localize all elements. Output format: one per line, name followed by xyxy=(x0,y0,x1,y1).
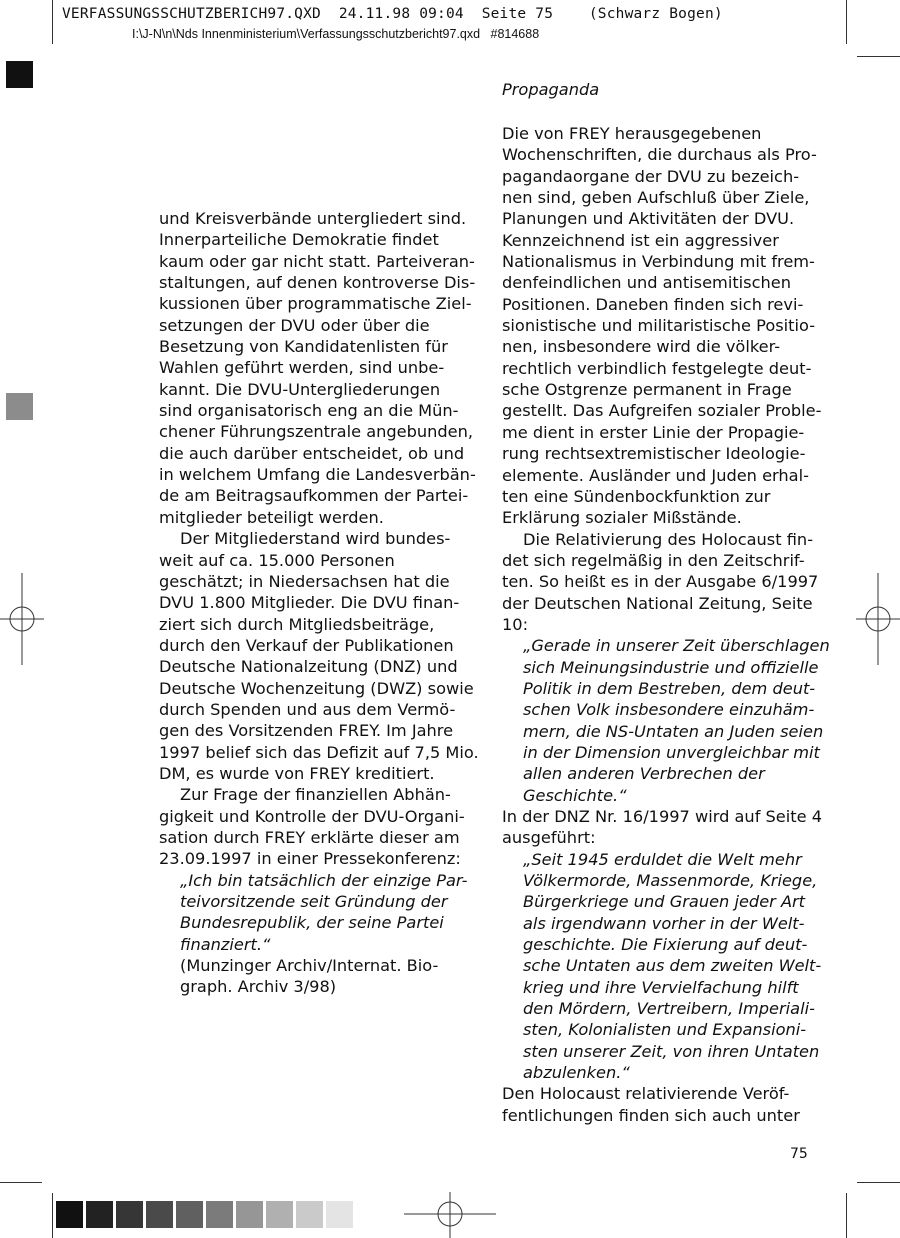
text-line: de am Beitragsaufkommen der Partei- xyxy=(159,486,469,506)
quote-line: sten unserer Zeit, von ihren Untaten xyxy=(523,1041,820,1061)
registration-mark-left xyxy=(0,573,44,665)
paragraph-party-structure xyxy=(159,208,476,528)
quote-line: „Ich bin tatsächlich der einzige Par- xyxy=(180,870,468,890)
text-line: Erklärung sozialer Mißstände. xyxy=(502,508,742,528)
quote-dnz-6-1997 xyxy=(502,635,830,806)
text-line: kannt. Die DVU-Untergliederungen xyxy=(159,379,441,399)
text-line: rechtlich verbindlich festgelegte deut- xyxy=(502,358,812,378)
text-line: Die von FREY herausgegebenen xyxy=(502,124,762,143)
text-line: und Kreisverbände untergliedert sind. xyxy=(159,209,467,228)
crop-mark-bottom-right-vertical xyxy=(846,1193,847,1238)
citation-source xyxy=(159,955,469,998)
text-line: denfeindlichen und antisemitischen xyxy=(502,273,791,293)
quote-line: den Mördern, Vertreibern, Imperiali- xyxy=(523,999,815,1019)
text-line: der Deutschen National Zeitung, Seite xyxy=(502,593,813,613)
text-line: ziert sich durch Mitgliedsbeiträge, xyxy=(159,614,435,634)
gray-patch xyxy=(296,1201,323,1228)
text-line: in welchem Umfang die Landesverbän- xyxy=(159,465,476,485)
text-line: ten eine Sündenbockfunktion zur xyxy=(502,486,771,506)
paragraph-membership xyxy=(159,528,479,784)
gray-patch xyxy=(266,1201,293,1228)
text-line: 23.09.1997 in einer Pressekonferenz: xyxy=(159,849,461,869)
quote-line: schen Volk insbesondere einzuhäm- xyxy=(523,700,815,720)
quote-line: Völkermorde, Massenmorde, Kriege, xyxy=(523,871,818,891)
text-line: geschätzt; in Niedersachsen hat die xyxy=(159,571,450,591)
text-line: Den Holocaust relativierende Veröf- xyxy=(502,1084,790,1104)
quote-frey xyxy=(159,870,469,955)
text-line: 1997 belief sich das Defizit auf 7,5 Mio. xyxy=(159,742,479,762)
text-line: det sich regelmäßig in den Zeitschrif- xyxy=(502,550,805,570)
text-line: gestellt. Das Aufgreifen sozialer Proble- xyxy=(502,401,822,421)
text-line: kaum oder gar nicht statt. Parteiveran- xyxy=(159,251,475,271)
text-line: Deutsche Nationalzeitung (DNZ) und xyxy=(159,657,458,677)
crop-mark-bottom-left-horizontal xyxy=(0,1182,42,1183)
text-line: pagandaorgane der DVU zu bezeich- xyxy=(502,166,800,186)
text-line: rung rechtsextremistischer Ideologie- xyxy=(502,444,806,464)
left-text-column xyxy=(159,208,479,998)
text-line: elemente. Ausländer und Juden erhal- xyxy=(502,465,809,485)
text-line: Planungen und Aktivitäten der DVU. xyxy=(502,209,795,229)
text-line: Nationalismus in Verbindung mit frem- xyxy=(502,252,815,272)
text-line: mitglieder beteiligt werden. xyxy=(159,507,384,527)
paragraph-continuation xyxy=(502,1083,822,1126)
quote-line: mern, die NS-Untaten an Juden seien xyxy=(523,721,824,741)
paragraph-dnz-16 xyxy=(502,806,822,849)
registration-mark-bottom xyxy=(404,1192,496,1238)
quote-line: in der Dimension unvergleichbar mit xyxy=(523,742,820,762)
text-line: nen, insbesondere wird die völker- xyxy=(502,337,781,357)
text-line: setzungen der DVU oder über die xyxy=(159,315,430,335)
text-line: Innerparteiliche Demokratie findet xyxy=(159,230,439,250)
text-line: kussionen über programmatische Ziel- xyxy=(159,294,472,314)
section-heading: Propaganda xyxy=(502,80,600,99)
text-line: DM, es wurde von FREY kreditiert. xyxy=(159,763,435,783)
quote-line: finanziert.“ xyxy=(180,934,271,954)
text-line: me dient in erster Linie der Propagie- xyxy=(502,422,805,442)
quote-line: krieg und ihre Vervielfachung hilft xyxy=(523,977,799,997)
gray-patch xyxy=(116,1201,143,1228)
black-marker-square xyxy=(6,61,33,88)
quote-line: sten, Kolonialisten und Expansioni- xyxy=(523,1020,807,1040)
text-line: weit auf ca. 15.000 Personen xyxy=(159,550,395,570)
crop-mark-bottom-right-horizontal xyxy=(857,1182,900,1183)
quote-line: Politik in dem Bestreben, dem deut- xyxy=(523,678,816,698)
crop-mark-top-right-vertical xyxy=(846,0,847,44)
quote-line: teivorsitzende seit Gründung der xyxy=(180,892,448,911)
quote-line: Geschichte.“ xyxy=(523,785,627,805)
text-line: Zur Frage der finanziellen Abhän- xyxy=(180,785,451,805)
text-line: Positionen. Daneben finden sich revi- xyxy=(502,294,804,314)
text-line: Die Relativierung des Holocaust fin- xyxy=(523,529,814,549)
text-line: gen des Vorsitzenden FREY. Im Jahre xyxy=(159,721,454,741)
gray-patch xyxy=(206,1201,233,1228)
text-line: Kennzeichnend ist ein aggressiver xyxy=(502,230,779,250)
gray-patch xyxy=(56,1201,83,1228)
quote-line: „Gerade in unserer Zeit überschlagen xyxy=(523,636,830,656)
crop-mark-top-left-vertical xyxy=(52,0,53,44)
grayscale-calibration-strip xyxy=(56,1201,356,1228)
quote-line: sche Untaten aus dem zweiten Welt- xyxy=(523,956,822,976)
quote-line: „Seit 1945 erduldet die Welt mehr xyxy=(523,849,802,869)
quote-line: geschichte. Die Fixierung auf deut- xyxy=(523,935,808,955)
text-line: chener Führungszentrale angebunden, xyxy=(159,422,474,442)
text-line: sche Ostgrenze permanent in Frage xyxy=(502,380,792,400)
quote-line: sich Meinungsindustrie und offizielle xyxy=(523,657,819,677)
text-line: 10: xyxy=(502,614,529,634)
right-text-column xyxy=(502,123,830,1126)
text-line: fentlichungen finden sich auch unter xyxy=(502,1105,800,1125)
paragraph-financing xyxy=(159,784,469,869)
text-line: sind organisatorisch eng an die Mün- xyxy=(159,401,459,421)
text-line: Besetzung von Kandidatenlisten für xyxy=(159,337,448,357)
text-line: sionistische und militaristische Positio- xyxy=(502,316,816,336)
text-line: durch den Verkauf der Publikationen xyxy=(159,635,454,655)
print-slug-line-2: I:\J-N\n\Nds Innenministerium\Verfassungsschutzbericht97.qxd #814688 xyxy=(132,27,540,41)
gray-patch xyxy=(146,1201,173,1228)
text-line: staltungen, auf denen kontroverse Dis- xyxy=(159,273,476,293)
text-line: ten. So heißt es in der Ausgabe 6/1997 xyxy=(502,572,819,592)
text-line: durch Spenden und aus dem Vermö- xyxy=(159,699,456,719)
quote-line: abzulenken.“ xyxy=(523,1063,630,1083)
text-line: nen sind, geben Aufschluß über Ziele, xyxy=(502,188,810,208)
gray-patch xyxy=(86,1201,113,1228)
gray-patch xyxy=(176,1201,203,1228)
text-line: gigkeit und Kontrolle der DVU-Organi- xyxy=(159,806,465,826)
gray-patch xyxy=(236,1201,263,1228)
quote-line: Bürgerkriege und Grauen jeder Art xyxy=(523,892,806,912)
text-line: (Munzinger Archiv/Internat. Bio- xyxy=(180,956,439,976)
text-line: graph. Archiv 3/98) xyxy=(180,977,337,997)
text-line: sation durch FREY erklärte dieser am xyxy=(159,827,460,847)
crop-mark-top-right-horizontal xyxy=(857,56,900,57)
text-line: ausgeführt: xyxy=(502,828,596,848)
text-line: Wochenschriften, die durchaus als Pro- xyxy=(502,145,817,165)
quote-line: als irgendwann vorher in der Welt- xyxy=(523,913,805,933)
text-line: DVU 1.800 Mitglieder. Die DVU finan- xyxy=(159,593,460,613)
gray-patch xyxy=(326,1201,353,1228)
quote-line: Bundesrepublik, der seine Partei xyxy=(180,913,444,933)
quote-dnz-16-1997 xyxy=(502,849,822,1084)
paragraph-propaganda xyxy=(502,123,822,529)
text-line: Der Mitgliederstand wird bundes- xyxy=(180,529,451,549)
gray-marker-square xyxy=(6,393,33,420)
page-number: 75 xyxy=(790,1146,808,1162)
registration-mark-right xyxy=(856,573,900,665)
text-line: Deutsche Wochenzeitung (DWZ) sowie xyxy=(159,678,474,698)
crop-mark-bottom-left-vertical xyxy=(52,1193,53,1238)
text-line: die auch darüber entscheidet, ob und xyxy=(159,443,465,463)
text-line: Wahlen geführt werden, sind unbe- xyxy=(159,358,445,378)
quote-line: allen anderen Verbrechen der xyxy=(523,764,765,784)
paragraph-holocaust xyxy=(502,529,822,636)
text-line: In der DNZ Nr. 16/1997 wird auf Seite 4 xyxy=(502,807,823,826)
print-slug-line-1: VERFASSUNGSSCHUTZBERICH97.QXD 24.11.98 09:04 Seite 75 (Schwarz Bogen) xyxy=(62,6,723,22)
